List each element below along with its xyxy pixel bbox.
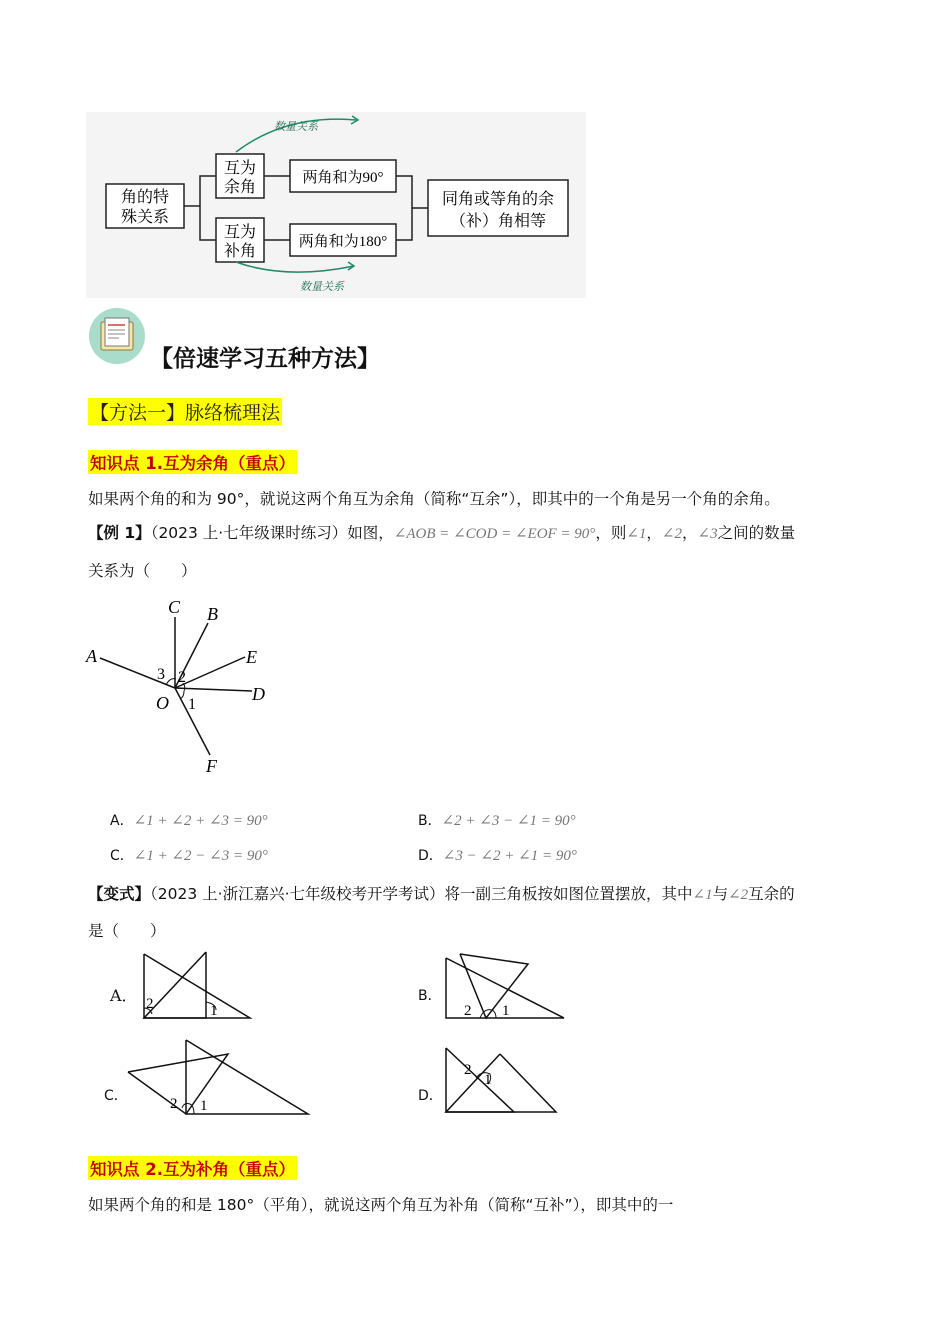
example1-option-c[interactable] [110,845,268,865]
concept-diagram-svg [86,112,586,298]
diagram-root-line1: 角的特 [120,189,170,206]
fig-angle-2: 2 [178,669,186,686]
kp1-definition: 如果两个角的和为 90°，就说这两个角互为余角（简称“互余”），即其中的一个角是另一个角的余角。 [88,490,780,508]
variant-tail: 互余的 [748,885,795,903]
example1-comma1: ， [646,524,662,542]
diagram-arrow-label-bottom: 数量关系 [300,281,344,293]
variant-figure-a[interactable] [140,950,255,1022]
example1-then: ，则 [595,524,627,542]
fig-label-C: C [168,597,181,617]
variant-source: （2023 上·浙江嘉兴·七年级校考开学考试）将一副三角板按如图位置摆放，其中 [150,885,693,903]
example1-tag: 【例 1】 [88,524,151,542]
fig-label-A: A [86,646,97,666]
diagram-conclusion-line1: 同角或等角的余 [441,191,555,208]
example1-tail: 之间的数量 [717,524,796,542]
fig-label-O: O [156,693,169,713]
option-d-letter: D． [418,848,443,864]
example1-angle2: ∠2 [661,526,682,542]
kp1-title: .互为余角（重点） [156,454,296,473]
fig-label-B: B [207,604,218,624]
diagram-branch1-def: 两角和为90° [302,170,384,186]
option-a-expr: ∠1 + ∠2 + ∠3 = 90° [133,813,268,829]
option-c-letter: C． [110,848,134,864]
variant-b-angle-1: 1 [502,1003,510,1019]
variant-b-angle-2: 2 [464,1003,472,1019]
diagram-branch2-def: 两角和为180° [298,234,388,250]
kp2-title: .互为补角（重点） [156,1160,296,1179]
example1-source: （2023 上·七年级课时练习）如图， [150,524,394,542]
document-icon [89,308,145,364]
kp2-heading [88,1156,297,1180]
kp1-heading [88,450,297,474]
variant-d-angle-1: 1 [484,1072,492,1088]
variant-angle1: ∠1 [692,887,713,903]
variant-option-b-label[interactable]: B． [418,988,442,1004]
example1-line2: 关系为（ ） [88,562,197,580]
variant-mid: 与 [712,885,729,903]
option-d-expr: ∠3 − ∠2 + ∠1 = 90° [442,848,577,864]
example1-option-a[interactable] [110,810,268,830]
diagram-branch2-line1: 互为 [223,224,257,241]
kp1-num: 1 [145,454,157,473]
fig-label-E: E [246,647,257,667]
diagram-root-line2: 殊关系 [120,209,170,226]
option-c-expr: ∠1 + ∠2 − ∠3 = 90° [133,848,268,864]
example1-condition: ∠AOB = ∠COD = ∠EOF = 90° [393,526,596,542]
variant-angle2: ∠2 [728,887,749,903]
option-b-expr: ∠2 + ∠3 − ∠1 = 90° [441,813,576,829]
variant-d-angle-2: 2 [464,1062,472,1078]
method1-heading: 【方法一】脉络梳理法 [88,398,282,425]
diagram-branch2-line2: 补角 [223,243,257,260]
example1-comma2: ， [682,524,698,542]
diagram-conclusion-line2: （补）角相等 [449,213,547,230]
variant-figure-b[interactable] [440,950,570,1022]
example1-figure [80,585,280,780]
variant-option-d-label[interactable]: D． [418,1088,443,1104]
fig-label-D: D [252,684,265,704]
fig-angle-1: 1 [188,696,196,713]
variant-a-angle-1: 1 [210,1003,218,1019]
example1-angle1: ∠1 [626,526,647,542]
example1-option-b[interactable] [418,810,576,830]
diagram-branch1-line1: 互为 [223,160,257,177]
variant-tag: 【变式】 [88,885,151,903]
variant-question [88,883,868,906]
example1-angle3: ∠3 [697,526,718,542]
variant-a-angle-2: 2 [146,996,154,1012]
variant-option-a-label[interactable]: A． [110,986,138,1005]
variant-figure-c[interactable] [124,1036,312,1116]
example1-option-d[interactable] [418,845,577,865]
variant-c-angle-2: 2 [170,1096,178,1112]
diagram-arrow-label-top: 数量关系 [274,121,318,133]
kp2-prefix: 知识点 [90,1160,146,1179]
kp2-definition: 如果两个角的和是 180°（平角），就说这两个角互为补角（简称“互补”），即其中的一 [88,1196,674,1214]
option-b-letter: B． [418,813,442,829]
variant-figure-d[interactable] [442,1044,560,1116]
option-a-letter: A． [110,813,134,829]
variant-option-c-label[interactable]: C． [104,1088,128,1104]
concept-diagram [86,112,586,298]
fig-label-F: F [206,756,217,776]
example1-question [88,522,868,545]
fig-angle-3: 3 [157,666,165,683]
variant-line2: 是（ ） [88,922,166,940]
section-title: 【倍速学习五种方法】 [150,345,380,372]
kp1-prefix: 知识点 [90,454,146,473]
kp2-num: 2 [145,1160,157,1179]
variant-c-angle-1: 1 [200,1098,208,1114]
diagram-branch1-line2: 余角 [223,179,257,196]
